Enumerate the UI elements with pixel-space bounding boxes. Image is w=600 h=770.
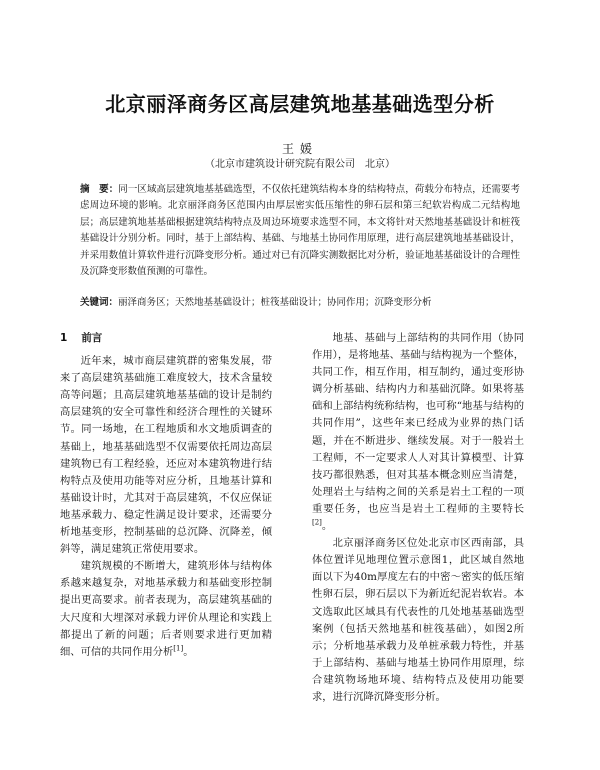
body-paragraph: 近年来，城市商层建筑群的密集发展，带来了高层建筑基础施工难度较大，技术含量较高等问题；且高层建筑地基基础的设计是制约高层建筑的安全可靠性和经济合理性的关键环节。同一场地，在工程地质和水文地质调查的基础上，地基基础选型不仅需要依托周边高层建筑物已有工程经验，还应对本建筑物进行结构特点及使用功能等对应分析，且地基计算和基础设计时，尤其对于高层建筑，不仅应保证地基承载力、稳定性满足设计要求，还需要分析地基变形，控制基础的总沉降、沉降差，倾斜等，满足建筑正常使用要求。 bbox=[60, 355, 272, 556]
keywords-text: 丽泽商务区；天然地基基础设计；桩筏基础设计；协同作用；沉降变形分析 bbox=[118, 297, 432, 308]
body-paragraph: 北京丽泽商务区位处北京市区西南部，具体位置详见地理位置示意图1，此区域自然地面以下为40m厚度左右的中密～密实的低压缩性卵石层，卵石层以下为新近纪泥岩软岩。本文选取此区域具有代表性的几处地基基础选型案例（包括天然地基和桩筏基础），如图2所示；分析地基承载力及单桩承载力特性，并基于上部结构、基础与地基土协同作用原理，综合建筑物场地环境、结构特点及使用功能要求，进行沉降沉降变形分析。 bbox=[312, 537, 524, 703]
paragraph-end: 。 bbox=[321, 520, 333, 533]
abstract-label: 摘 要： bbox=[80, 184, 119, 195]
body-paragraph bbox=[312, 330, 524, 535]
section-heading bbox=[60, 330, 272, 347]
paragraph-text: 地基、基础与上部结构的共同作用（协同作用），是将地基、基础与结构视为一个整体，共同工作，相互作用，相互制约，通过变形协调分析基础、结构内力和基础沉降。如果将基础和上部结构统称结构，也可称“地基与结构的共同作用”，这些年来已经成为业界的热门话题，并在不断进步、继续发展。对于一般岩土工程师，不一定要求人人对其计算模型、计算技巧都很熟悉，但对其基本概念则应当清楚，处理岩土与结构之间的关系是岩土工程的一项重要任务，也应当是岩土工程师的主要特长 bbox=[312, 332, 524, 515]
paper-title: 北京丽泽商务区高层建筑地基基础选型分析 bbox=[105, 92, 495, 116]
citation-ref: [1] bbox=[173, 644, 184, 653]
citation-ref: [2] bbox=[312, 518, 322, 527]
body-paragraph bbox=[60, 558, 272, 661]
paragraph-text: 建筑规模的不断增大，建筑形体与结构体系越来越复杂，对地基承载力和基础变形控制提出更高要求。前者表现为，高层建筑基础的大尺度和大埋深对承载力评价从理论和实践上都提出了新的问题；后者则要求进行更加精细、可信的共同作用分析 bbox=[60, 560, 272, 658]
right-column bbox=[312, 330, 524, 706]
section-title: 前言 bbox=[81, 332, 103, 344]
abstract-block bbox=[80, 182, 520, 280]
author-name: 王媛 bbox=[281, 142, 318, 156]
left-column bbox=[60, 330, 272, 661]
section-number: 1 bbox=[60, 332, 68, 344]
keywords-label: 关键词： bbox=[80, 297, 119, 308]
paragraph-end: 。 bbox=[183, 645, 194, 658]
keywords-block bbox=[80, 295, 520, 311]
author-affiliation: （北京市建筑设计研究院有限公司 北京） bbox=[205, 159, 395, 170]
abstract-text: 同一区域高层建筑地基基础选型，不仅依托建筑结构本身的结构特点，荷载分布特点，还需要考虑周边环境的影响。北京丽泽商务区范围内由厚层密实低压缩性的卵石层和第三纪软岩构成二元结构地层；高层建筑地基基础根据建筑结构特点及周边环境要求选型不同，本文将针对天然地基基础设计和桩筏基础设计分别分析。同时，基于上部结构、基础、与地基土协同作用原理，进行高层建筑地基基础设计，并采用数值计算软件进行沉降变形分析。通过对已有沉降实测数据比对分析，验证地基基础设计的合理性及沉降变形数值预测的可靠性。 bbox=[80, 184, 520, 278]
